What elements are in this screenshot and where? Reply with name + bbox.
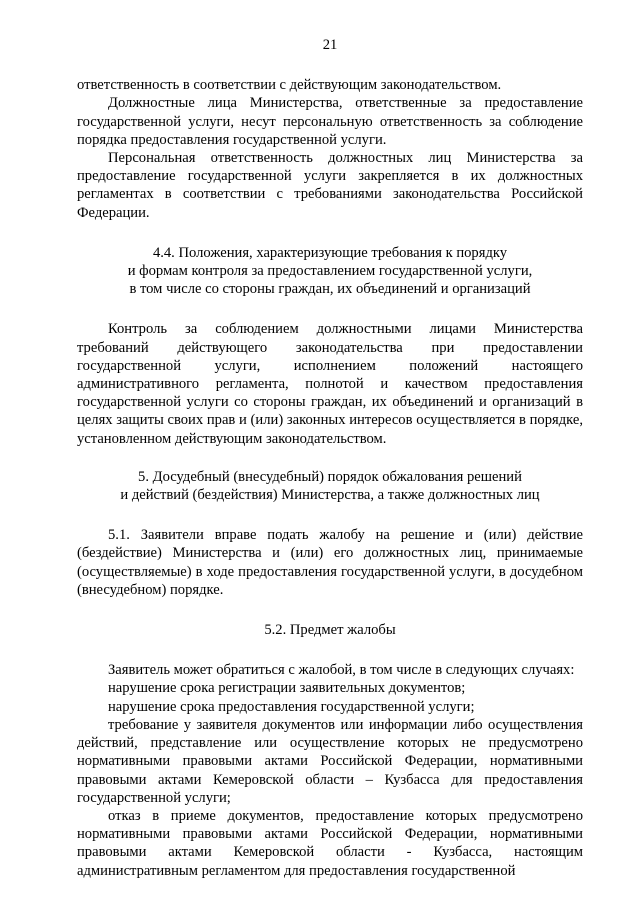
heading-line: 5. Досудебный (внесудебный) порядок обжалования решений (138, 468, 522, 485)
section-heading-5-2 (77, 621, 583, 639)
heading-line: 4.4. Положения, характеризующие требования к порядку (152, 244, 508, 261)
page-number: 21 (322, 37, 338, 53)
paragraph-officials-responsibility: Должностные лица Министерства, ответственные за предоставление государственной услуги, несут персональную ответственность за соблюдение порядка предоставления государственной услуги. (77, 95, 583, 148)
section-heading-5 (77, 468, 583, 504)
heading-line: 5.2. Предмет жалобы (264, 622, 396, 639)
paragraph-5-1: 5.1. Заявители вправе подать жалобу на решение и (или) действие (бездействие) Министерства и (или) его должностных лиц, принимаемые (осуществляемые) в ходе предоставления государственной услуги, в досудебном (внесудебном) порядке. (77, 527, 583, 598)
heading-line: и формам контроля за предоставлением государственной услуги, (127, 263, 533, 280)
paragraph-personal-responsibility: Персональная ответственность должностных лиц Министерства за предоставление государственной услуги закрепляется в их должностных регламентах в соответствии с требованиями законодательства Российской Федерации. (77, 150, 583, 221)
list-item-registration-deadline: нарушение срока регистрации заявительных документов; (108, 680, 466, 697)
section-heading-4-4 (77, 244, 583, 299)
paragraph-responsibility-end: ответственность в соответствии с действующим законодательством. (77, 77, 502, 94)
paragraph-complaint-cases: Заявитель может обратиться с жалобой, в том числе в следующих случаях: (108, 662, 575, 679)
list-item-service-deadline: нарушение срока предоставления государственной услуги; (108, 698, 475, 715)
heading-line: и действий (бездействия) Министерства, а также должностных лиц (120, 487, 540, 504)
list-item-refusal-acceptance: отказ в приеме документов, предоставление которых предусмотрено нормативными правовыми актами Российской Федерации, нормативными правовыми актами Кемеровской области - Кузбасса, настоящим административным регламентом для предоставления государственной (77, 807, 583, 879)
list-item-excess-documents: требование у заявителя документов или информации либо осуществления действий, представление или осуществление которых не предусмотрено нормативными правовыми актами Российской Федерации, нормативными правовыми актами Кемеровской области – Кузбасса для предоставления государственной услуги; (77, 716, 583, 806)
paragraph-citizen-control: Контроль за соблюдением должностными лицами Министерства требований действующего законодательства при предоставлении государственной услуги, исполнением положений настоящего административного регламента, полнотой и качеством предоставления государственной услуги со стороны граждан, их объединений и организаций в целях защиты своих прав и (или) законных интересов осуществляется в порядке, установленном действующим законодательством. (77, 321, 583, 447)
heading-line: в том числе со стороны граждан, их объединений и организаций (129, 281, 531, 298)
